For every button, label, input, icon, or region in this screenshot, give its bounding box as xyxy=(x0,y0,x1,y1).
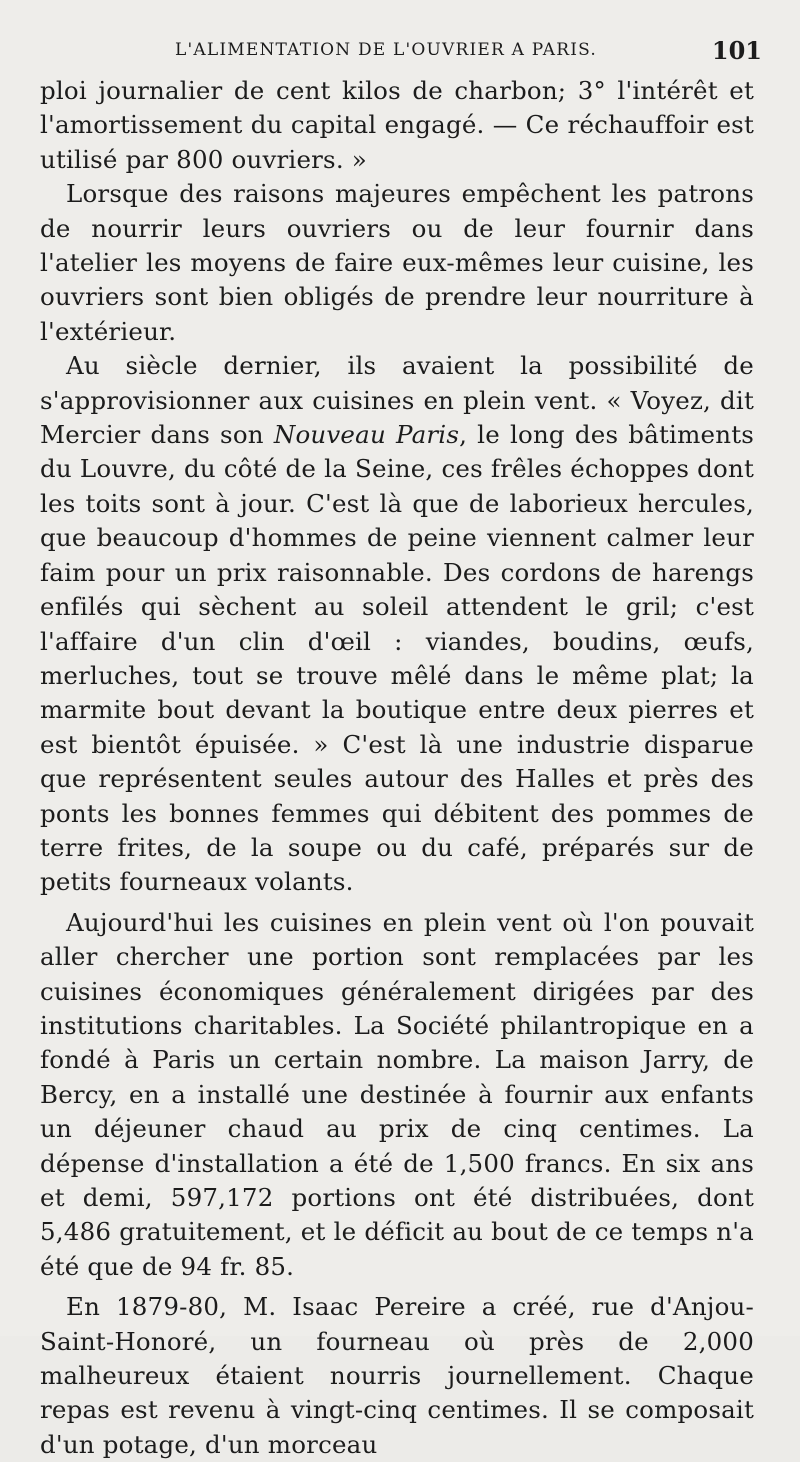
paragraph-pereire: En 1879-80, M. Isaac Pereire a créé, rue d'Anjou-Saint-Honoré, un fourneau où près de 2,000 malheureux étaient nourris journellement. Chaque repas est revenu à vingt-cinq centimes. Il se composait d'un potage, d'un morceau xyxy=(40,1292,754,1459)
paragraph-text: , le long des bâtiments du Louvre, du côté de la Seine, ces frêles échoppes dont les toits sont à jour. C'est là que de laborieux hercules, que beaucoup d'hommes de peine viennent calmer leur faim pour un prix raisonnable. Des cordons de harengs enfilés qui sèchent au soleil attendent le gril; c'est l'affaire d'un clin d'œil : viandes, boudins, œufs, merluches, tout se trouve mêlé dans le même plat; la marmite bout devant la boutique entre deux pierres et est bientôt épuisée. » C'est là une industrie disparue que représentent seules autour des Halles et près des ponts les bonnes femmes qui débitent des pommes de terre frites, de la soupe ou du café, préparés sur de petits fourneaux volants. xyxy=(40,420,755,897)
book-title-italic: Nouveau Paris xyxy=(273,420,460,450)
paragraph-mercier-quote xyxy=(40,349,754,900)
paragraph-text: Au siècle dernier, ils avaient la possibilité de s'approvisionner aux cuisines en plein vent. « Voyez, dit Mercier dans son xyxy=(40,351,754,450)
running-title: L'ALIMENTATION DE L'OUVRIER A PARIS. xyxy=(175,40,598,60)
page-body xyxy=(40,74,754,1462)
paragraph-cuisines-economiques: Aujourd'hui les cuisines en plein vent où l'on pouvait aller chercher une portion sont remplacées par les cuisines économiques généralement dirigées par des institutions charitables. La Société philantropique en a fondé à Paris un certain nombre. La maison Jarry, de Bercy, en a installé une destinée à fournir aux enfants un déjeuner chaud au prix de cinq centimes. La dépense d'installation a été de 1,500 francs. En six ans et demi, 597,172 portions ont été distribuées, dont 5,486 gratuitement, et le déficit au bout de ce temps n'a été que de 94 fr. 85. xyxy=(40,907,754,1281)
paragraph-lorsque: Lorsque des raisons majeures empêchent les patrons de nourrir leurs ouvriers ou de leur fournir dans l'atelier les moyens de faire eux-mêmes leur cuisine, les ouvriers sont bien obligés de prendre leur nourriture à l'extérieur. xyxy=(40,179,754,346)
page-number: 101 xyxy=(711,36,762,65)
paragraph-continuation: ploi journalier de cent kilos de charbon; 3° l'intérêt et l'amortissement du capital engagé. — Ce réchauffoir est utilisé par 800 ouvriers. » xyxy=(40,76,754,174)
page-header xyxy=(40,36,762,74)
